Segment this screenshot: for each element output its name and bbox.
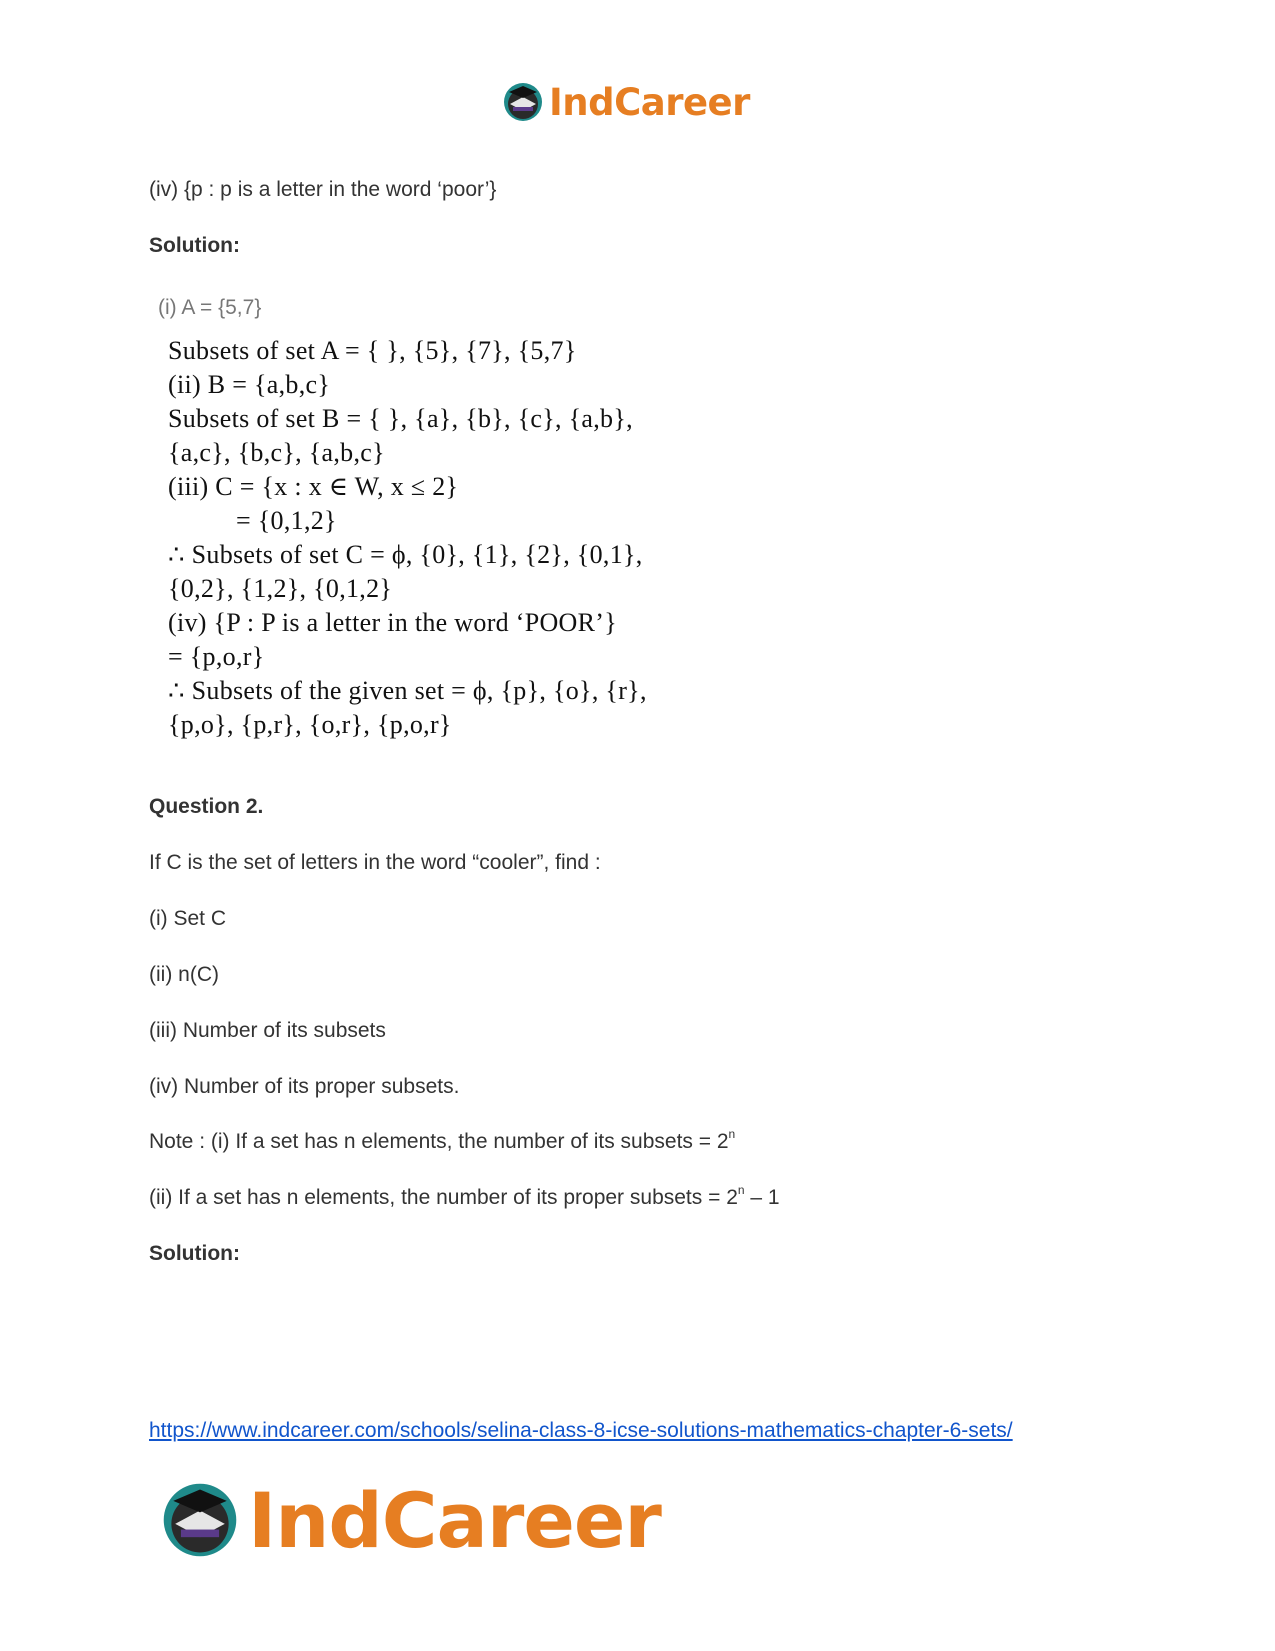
note-1-text: Note : (i) If a set has n elements, the number of its subsets = 2 (149, 1130, 729, 1153)
graduation-cap-book-icon (501, 80, 545, 124)
solution-line: ∴ Subsets of the given set = ϕ, {p}, {o}, {r}, (168, 676, 647, 705)
solution-line: Subsets of set A = { }, {5}, {7}, {5,7} (168, 336, 577, 365)
q2-item: (iii) Number of its subsets (149, 1019, 386, 1042)
solution-line: Subsets of set B = { }, {a}, {b}, {c}, {a,b}, (168, 404, 633, 433)
q2-item: (iv) Number of its proper subsets. (149, 1075, 460, 1098)
graduation-cap-book-icon (158, 1478, 242, 1562)
solution-line: {p,o}, {p,r}, {o,r}, {p,o,r} (168, 710, 452, 739)
solution-label: Solution: (149, 234, 240, 257)
note-1-exponent: n (728, 1127, 736, 1141)
note-2 (149, 1185, 780, 1211)
solution-line: (iii) C = {x : x ∈ W, x ≤ 2} (168, 472, 459, 501)
solution-image (156, 292, 716, 752)
q2-item: (ii) n(C) (149, 963, 219, 986)
solution-line-0: (i) A = {5,7} (158, 296, 262, 319)
solution-line: = {p,o,r} (168, 642, 265, 671)
note-2-suffix: – 1 (744, 1186, 780, 1209)
solution-line: ∴ Subsets of set C = ϕ, {0}, {1}, {2}, {0,1}, (168, 540, 643, 569)
q2-intro: If C is the set of letters in the word “cooler”, find : (149, 851, 601, 874)
solution-line: {a,c}, {b,c}, {a,b,c} (168, 438, 385, 467)
solution-line: {0,2}, {1,2}, {0,1,2} (168, 574, 393, 603)
solution-line: (iv) {P : P is a letter in the word ‘POOR’} (168, 608, 617, 637)
logo-text: IndCareer (549, 80, 750, 124)
indcareer-logo-bottom (158, 1470, 661, 1570)
q1-item-iv: (iv) {p : p is a letter in the word ‘poor’} (149, 178, 497, 201)
source-link[interactable]: https://www.indcareer.com/schools/selina-class-8-icse-solutions-mathematics-chapter-6-sets/ (149, 1419, 1013, 1442)
note-2-exponent: n (737, 1183, 745, 1197)
solution-label-2: Solution: (149, 1242, 240, 1265)
indcareer-logo-top (501, 78, 750, 126)
note-1 (149, 1129, 735, 1155)
logo-text: IndCareer (248, 1475, 661, 1565)
question-2-label: Question 2. (149, 795, 264, 818)
q2-item: (i) Set C (149, 907, 227, 930)
solution-line: = {0,1,2} (168, 506, 337, 535)
solution-line: (ii) B = {a,b,c} (168, 370, 331, 399)
note-2-text: (ii) If a set has n elements, the number of its proper subsets = 2 (149, 1186, 738, 1209)
